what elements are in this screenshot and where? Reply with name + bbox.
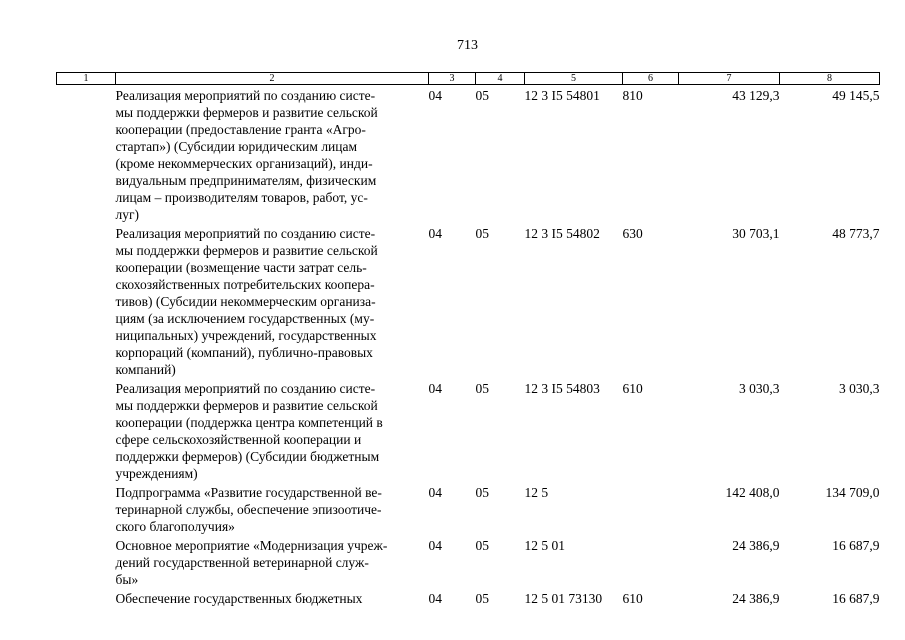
cell-subsection: 05 <box>475 485 489 500</box>
cell-subsection: 05 <box>475 381 489 396</box>
page-number: 713 <box>457 38 478 53</box>
cell-amount-8: 16 687,9 <box>832 591 880 606</box>
cell-amount-8: 48 773,7 <box>832 226 880 241</box>
column-header-4: 4 <box>476 73 525 85</box>
cell-section: 04 <box>428 381 442 396</box>
cell-amount-8: 134 709,0 <box>825 485 880 500</box>
cell-expense-type <box>623 535 679 588</box>
cell-amount-8: 16 687,9 <box>832 538 880 553</box>
cell-target-article: 12 3 I5 54802 <box>524 226 600 241</box>
cell-subsection: 05 <box>475 538 489 553</box>
cell-description: Реализация мероприятий по созданию систе- мы поддержки фермеров и развитие сельской кооперации (поддержка центра компетенций в сфере сельскохозяйственной кооперации и поддержки фермеров) (Субсидии бюджетным учреждениям) <box>115 381 383 481</box>
cell-target-article: 12 5 <box>524 485 549 500</box>
cell-empty <box>57 535 116 588</box>
table-row <box>57 535 880 588</box>
table-row <box>57 588 880 610</box>
table-row <box>57 85 880 224</box>
cell-description: Реализация мероприятий по созданию систе- мы поддержки фермеров и развитие сельской кооперации (предоставление гранта «Агро- стартап») (Субсидии юридическим лицам (кроме некоммерческих организаций), инди- видуальным предпринимателям, физическим лицам – производителям товаров, работ, ус- луг) <box>115 88 378 222</box>
cell-expense-type: 610 <box>622 591 643 606</box>
cell-amount-8: 49 145,5 <box>832 88 880 103</box>
cell-expense-type: 610 <box>622 381 643 396</box>
table-row <box>57 482 880 535</box>
cell-empty <box>57 223 116 378</box>
cell-amount-7: 3 030,3 <box>739 381 780 396</box>
cell-description: Обеспечение государственных бюджетных <box>115 591 363 606</box>
column-number-row <box>57 73 880 85</box>
cell-target-article: 12 3 I5 54803 <box>524 381 600 396</box>
cell-amount-7: 24 386,9 <box>732 538 780 553</box>
budget-table <box>56 72 880 610</box>
cell-amount-7: 24 386,9 <box>732 591 780 606</box>
cell-subsection: 05 <box>475 226 489 241</box>
cell-section: 04 <box>428 538 442 553</box>
cell-description: Реализация мероприятий по созданию систе- мы поддержки фермеров и развитие сельской кооперации (возмещение части затрат сель- скохозяйственных потребительских коопера- тивов) (Субсидии некоммерческим организа- циям (за исключением государственных (му- ниципальных) учреждений, государственных корпораций (компаний), публично-правовых компаний) <box>115 226 378 377</box>
cell-description: Основное мероприятие «Модернизация учреж- дений государственной ветеринарной служ- бы» <box>115 538 388 587</box>
cell-section: 04 <box>428 485 442 500</box>
table-row <box>57 378 880 482</box>
cell-section: 04 <box>428 226 442 241</box>
cell-expense-type <box>623 482 679 535</box>
cell-amount-7: 30 703,1 <box>732 226 780 241</box>
column-header-7: 7 <box>679 73 780 85</box>
cell-subsection: 05 <box>475 591 489 606</box>
cell-target-article: 12 5 01 <box>524 538 565 553</box>
cell-target-article: 12 3 I5 54801 <box>524 88 600 103</box>
cell-amount-7: 43 129,3 <box>732 88 780 103</box>
cell-empty <box>57 85 116 224</box>
column-header-8: 8 <box>780 73 880 85</box>
cell-empty <box>57 378 116 482</box>
cell-target-article: 12 5 01 73130 <box>524 591 603 606</box>
cell-expense-type: 630 <box>622 226 643 241</box>
column-header-6: 6 <box>623 73 679 85</box>
cell-subsection: 05 <box>475 88 489 103</box>
cell-description: Подпрограмма «Развитие государственной ве- теринарной службы, обеспечение эпизоотиче- ского благополучия» <box>115 485 382 534</box>
cell-section: 04 <box>428 591 442 606</box>
table-row <box>57 223 880 378</box>
column-header-1: 1 <box>57 73 116 85</box>
cell-expense-type: 810 <box>622 88 643 103</box>
cell-empty <box>57 482 116 535</box>
column-header-3: 3 <box>429 73 476 85</box>
column-header-2: 2 <box>116 73 429 85</box>
cell-section: 04 <box>428 88 442 103</box>
cell-amount-8: 3 030,3 <box>839 381 880 396</box>
cell-amount-7: 142 408,0 <box>725 485 780 500</box>
column-header-5: 5 <box>525 73 623 85</box>
cell-empty <box>57 588 116 610</box>
